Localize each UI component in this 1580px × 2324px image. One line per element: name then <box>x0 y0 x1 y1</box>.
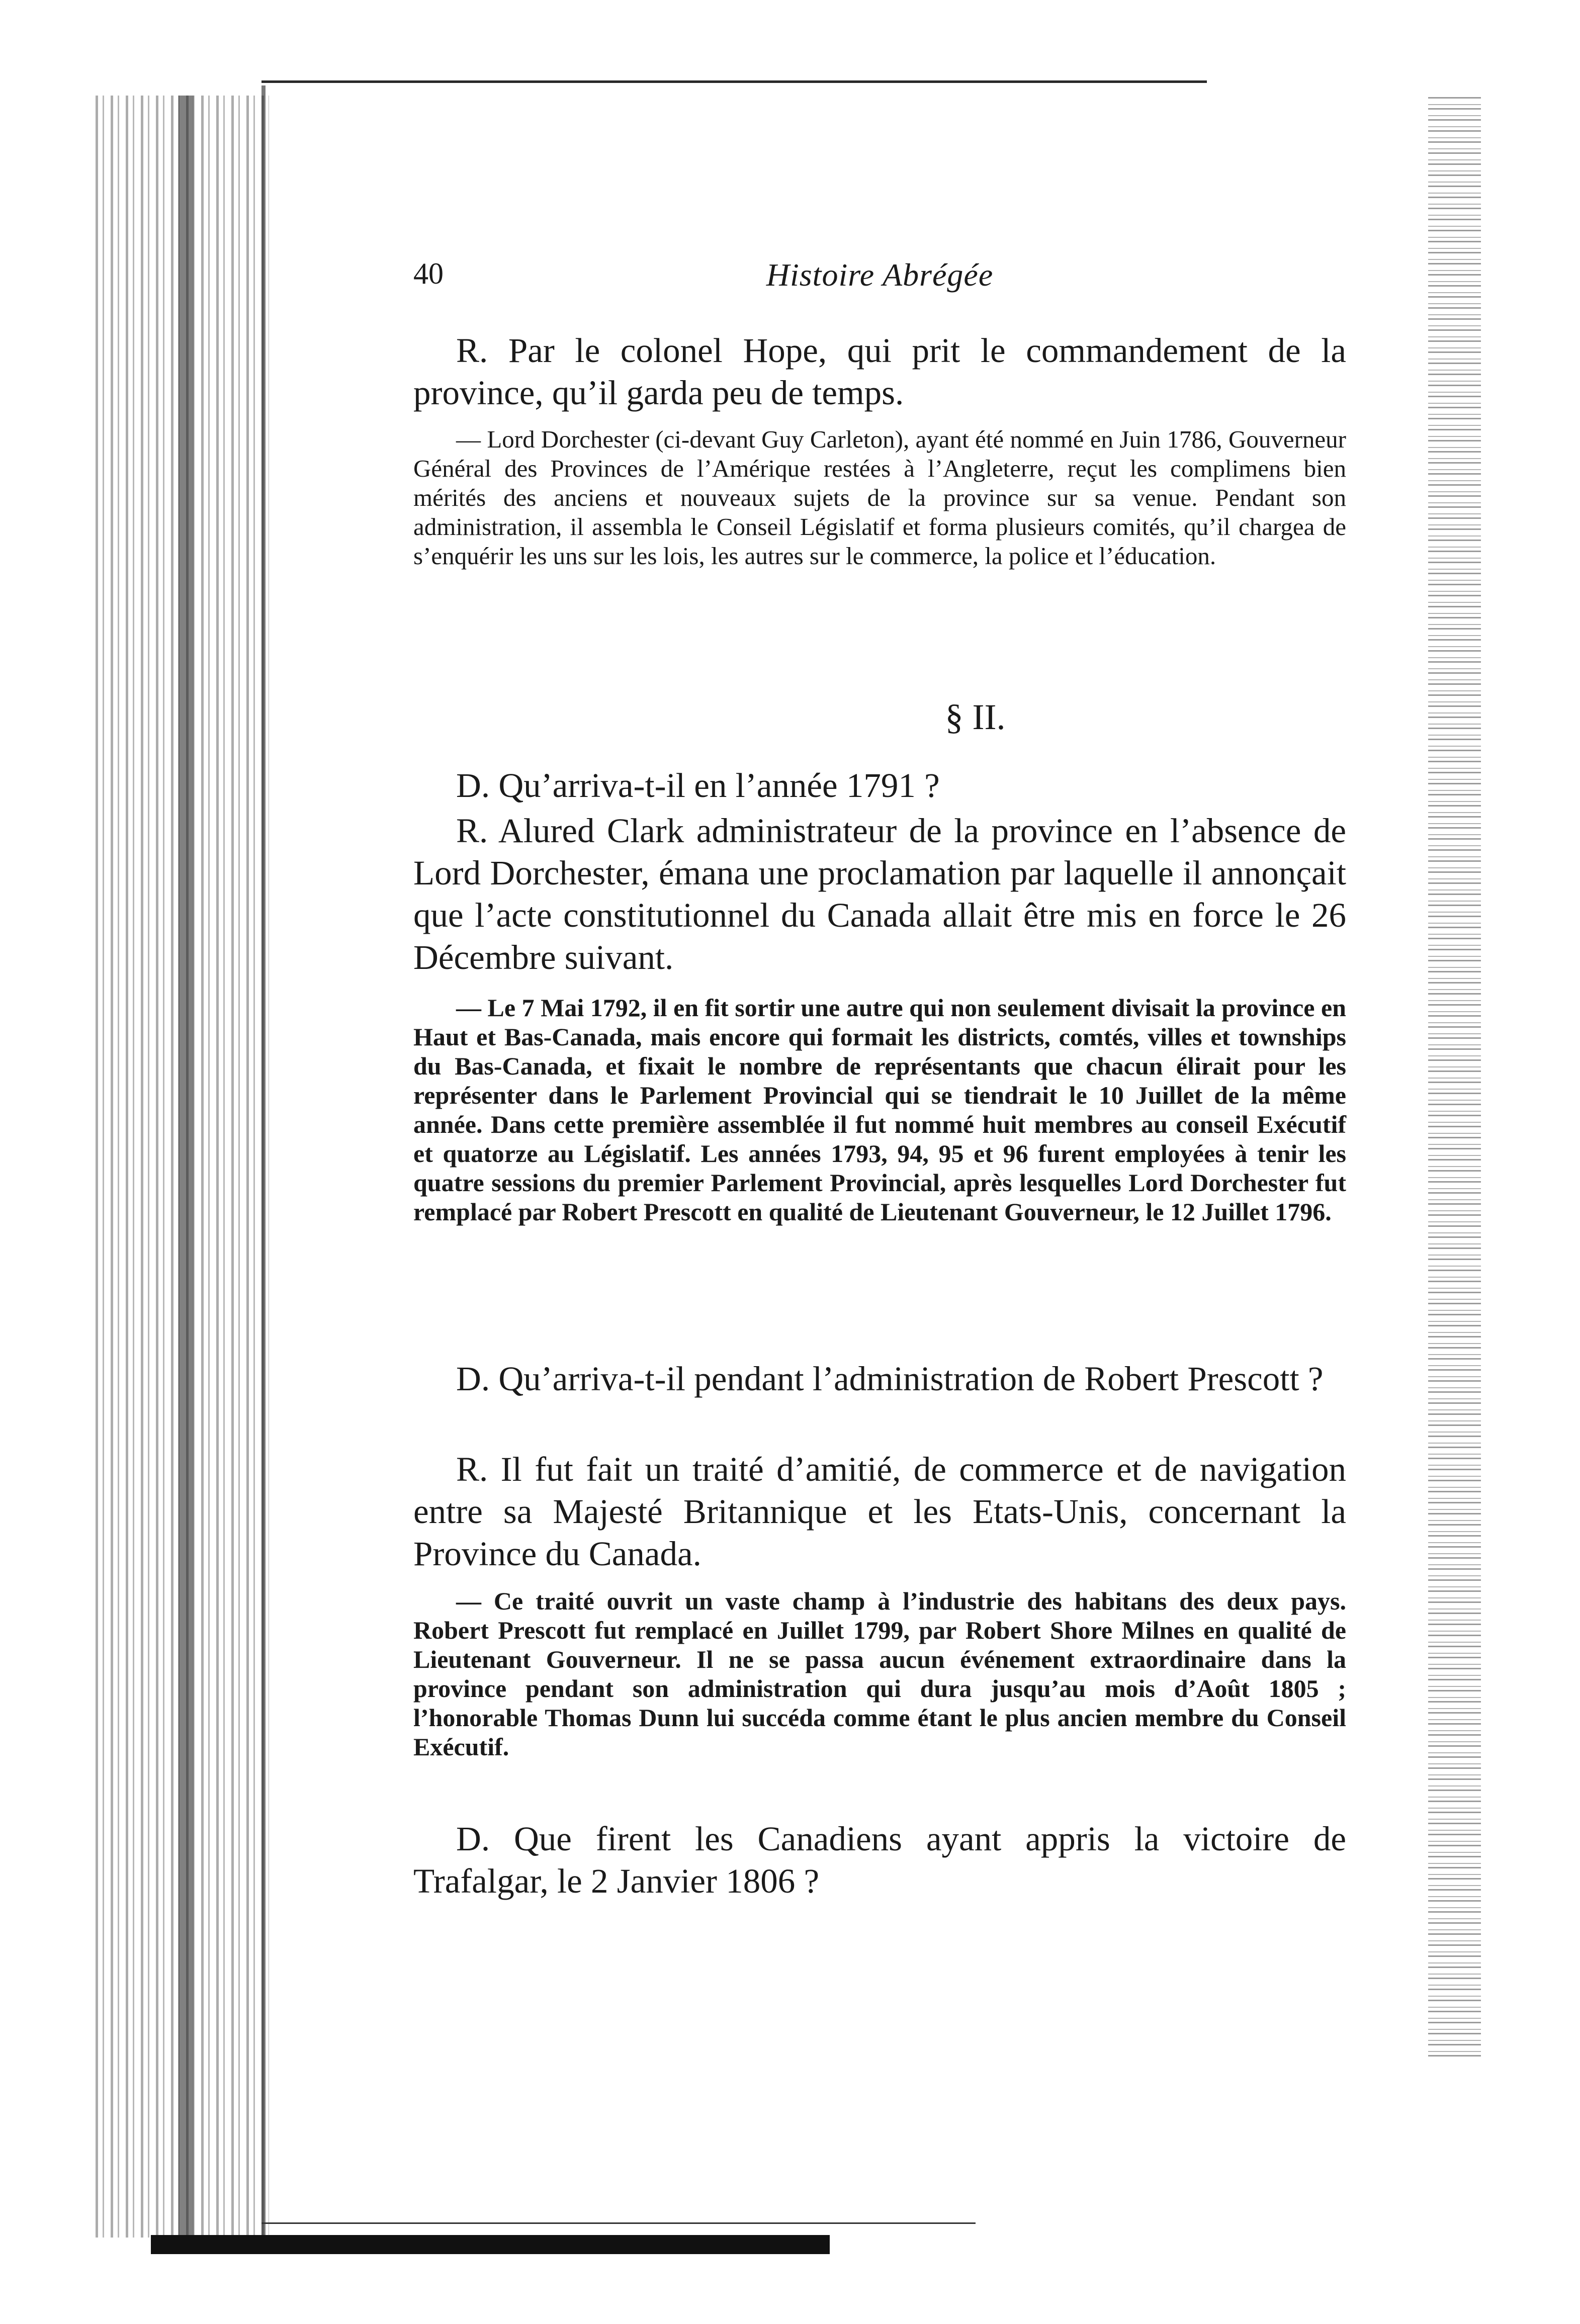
question-trafalgar-block <box>413 1818 1346 1902</box>
answer-1791: R. Alured Clark administrateur de la province en l’absence de Lord Dorchester, émana une proclamation par laquelle il annonçait que l’acte constitutionnel du Canada allait être mis en force le 26 Décembre suivant. <box>413 812 1346 976</box>
scan-right-edge <box>1428 96 1481 2057</box>
note-dorchester-block <box>413 425 1346 571</box>
answer-prescott-block <box>413 1448 1346 1575</box>
question-prescott: D. Qu’arriva-t-il pendant l’administration de Robert Prescott ? <box>456 1360 1324 1398</box>
section-title: § II. <box>945 697 1006 737</box>
note-1792: — Le 7 Mai 1792, il en fit sortir une autre qui non seulement divisait la province en Haut et Bas-Canada, mais encore qui formait les districts, comtés, villes et townships du Bas-Canada, et fixait le nombre de représentants que chacun élirait pour les représenter dans le Parlement Provincial qui se tiendrait le 10 Juillet de la même année. Dans cette première assemblée il fut nommé huit membres au conseil Exécutif et quatorze au Législatif. Les années 1793, 94, 95 et 96 furent employées à tenir les quatre sessions du premier Parlement Provincial, après lesquelles Lord Dorchester fut remplacé par Robert Prescott en qualité de Lieutenant Gouverneur, le 12 Juillet 1796. <box>413 994 1346 1226</box>
answer-prescott: R. Il fut fait un traité d’amitié, de commerce et de navigation entre sa Majesté Britannique et les Etats-Unis, concernant la Province du Canada. <box>413 1450 1346 1573</box>
page-left-border <box>261 85 266 2243</box>
running-title: Histoire Abrégée <box>766 257 994 293</box>
question-trafalgar: D. Que firent les Canadiens ayant appris la victoire de Trafalgar, le 2 Janvier 1806 ? <box>413 1820 1346 1900</box>
question-prescott-block <box>413 1358 1346 1400</box>
scan-binding-shadow <box>179 96 194 2238</box>
question-1791-block <box>413 764 1346 807</box>
page-top-rule <box>261 80 1207 83</box>
scan-bottom-bar <box>151 2235 830 2254</box>
page-number: 40 <box>413 257 444 290</box>
note-dorchester: — Lord Dorchester (ci-devant Guy Carleton), ayant été nommé en Juin 1786, Gouverneur Général des Provinces de l’Amérique restées à l’Angleterre, reçut les complimens bien mérités des anciens et nouveaux sujets de la province sur sa venue. Pendant son administration, il assembla le Conseil Législatif et forma plusieurs comités, qu’il chargea de s’enquérir les uns sur les lois, les autres sur le commerce, la police et l’éducation. <box>413 425 1346 570</box>
section-heading-block <box>413 696 1346 738</box>
note-traite: — Ce traité ouvrit un vaste champ à l’industrie des habitans des deux pays. Robert Prescott fut remplacé en Juillet 1799, par Robert Shore Milnes en qualité de Lieutenant Gouverneur. Il ne se passa aucun événement extraordinaire dans la province pendant son administration qui dura jusqu’au mois d’Août 1805 ; l’honorable Thomas Dunn lui succéda comme étant le plus ancien membre du Conseil Exécutif. <box>413 1587 1346 1761</box>
page-bottom-rule <box>261 2222 976 2224</box>
note-traite-block <box>413 1586 1346 1761</box>
answer-1791-block <box>413 810 1346 978</box>
answer-hope-block <box>413 329 1346 414</box>
running-head <box>413 256 1346 297</box>
note-1792-block <box>413 993 1346 1226</box>
question-1791: D. Qu’arriva-t-il en l’année 1791 ? <box>456 766 940 805</box>
answer-hope: R. Par le colonel Hope, qui prit le commandement de la province, qu’il garda peu de temps. <box>413 331 1346 412</box>
